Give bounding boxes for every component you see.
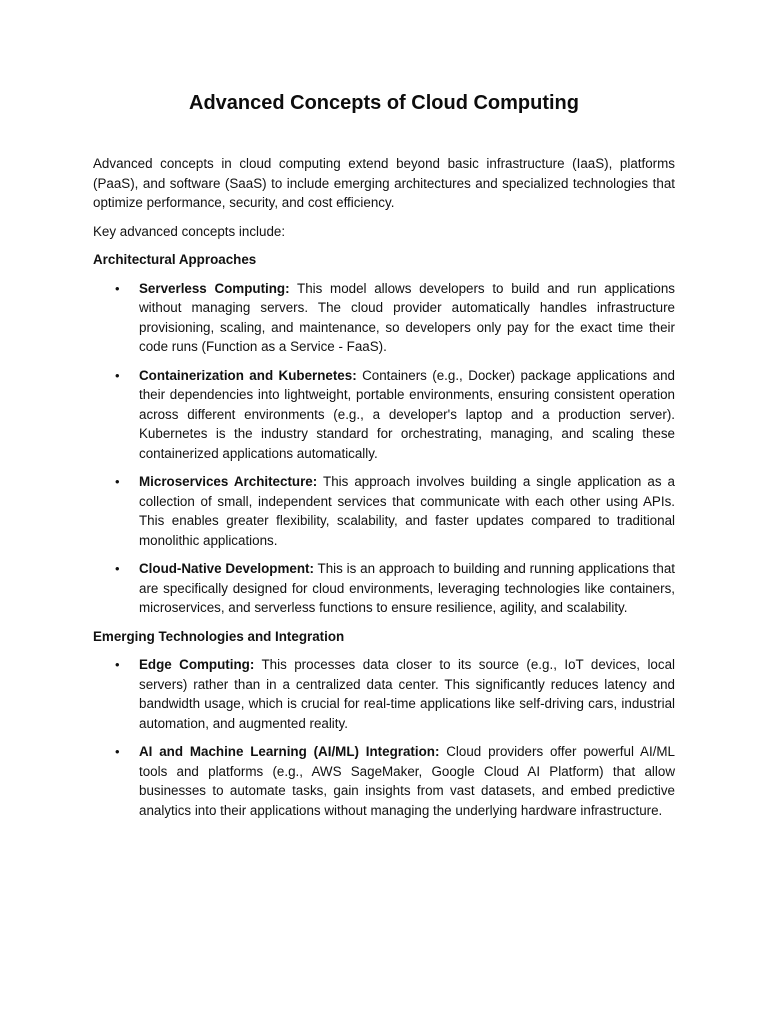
list-item-term: Containerization and Kubernetes: [139, 367, 357, 383]
list-item-text: Containers (e.g., Docker) package applications and their dependencies into lightweight, portable environments, ensuring consistent operation across different environments (e.g., a developer's laptop and a production server). Kubernetes is the industry standard for orchestrating, managing, and scaling these containerized applications automatically. [139, 367, 675, 461]
list-item [93, 366, 675, 464]
list-item [93, 655, 675, 733]
lead-paragraph: Key advanced concepts include: [93, 223, 286, 239]
bullet-icon: • [115, 744, 120, 759]
bullet-icon: • [115, 561, 120, 576]
list-item [93, 279, 675, 357]
list-item-term: Edge Computing: [139, 657, 255, 672]
list-item-term: Serverless Computing: [139, 280, 290, 296]
page-title: Advanced Concepts of Cloud Computing [189, 92, 579, 114]
list-item [93, 559, 675, 618]
section-heading-emerging-technologies: Emerging Technologies and Integration [93, 628, 345, 644]
list-item-text: This is an approach to building and running applications that are specifically designed for cloud environments, leveraging technologies like containers, microservices, and serverless functions to ensure resilience, agility, and scalability. [139, 561, 676, 615]
list-item [93, 472, 675, 550]
list-item-term: Cloud-Native Development: [139, 561, 314, 576]
list-item-term: Microservices Architecture: [139, 474, 318, 489]
bullet-list-emerging-technologies [93, 655, 675, 820]
bullet-icon: • [115, 474, 120, 489]
list-item-text: Cloud providers offer powerful AI/ML tools and platforms (e.g., AWS SageMaker, Google Cloud AI Platform) that allow businesses to automate tasks, gain insights from vast datasets, and embed predictive analytics into their applications without managing the underlying hardware infrastructure. [139, 744, 675, 818]
list-item-term: AI and Machine Learning (AI/ML) Integration: [139, 744, 440, 759]
list-item-text: This approach involves building a single application as a collection of small, independent services that communicate with each other using APIs. This enables greater flexibility, scalability, and faster updates compared to traditional monolithic applications. [139, 474, 676, 548]
document-page [93, 88, 675, 829]
bullet-list-architectural-approaches [93, 279, 675, 618]
section-heading-architectural-approaches: Architectural Approaches [93, 252, 257, 267]
list-item [93, 742, 675, 820]
list-item-text: This model allows developers to build and run applications without managing servers. The cloud provider automatically handles infrastructure provisioning, scaling, and maintenance, so developers only pay for the exact time their code runs (Function as a Service - FaaS). [139, 280, 675, 354]
list-item-text: This processes data closer to its source (e.g., IoT devices, local servers) rather than in a centralized data center. This significantly reduces latency and bandwidth usage, which is crucial for real-time applications like self-driving cars, industrial automation, and augmented reality. [139, 657, 675, 731]
intro-paragraph: Advanced concepts in cloud computing extend beyond basic infrastructure (IaaS), platforms (PaaS), and software (SaaS) to include emerging architectures and specialized technologies that optimize performance, security, and cost efficiency. [93, 156, 675, 210]
bullet-icon: • [115, 367, 120, 383]
bullet-icon: • [115, 657, 120, 672]
bullet-icon: • [115, 280, 120, 296]
